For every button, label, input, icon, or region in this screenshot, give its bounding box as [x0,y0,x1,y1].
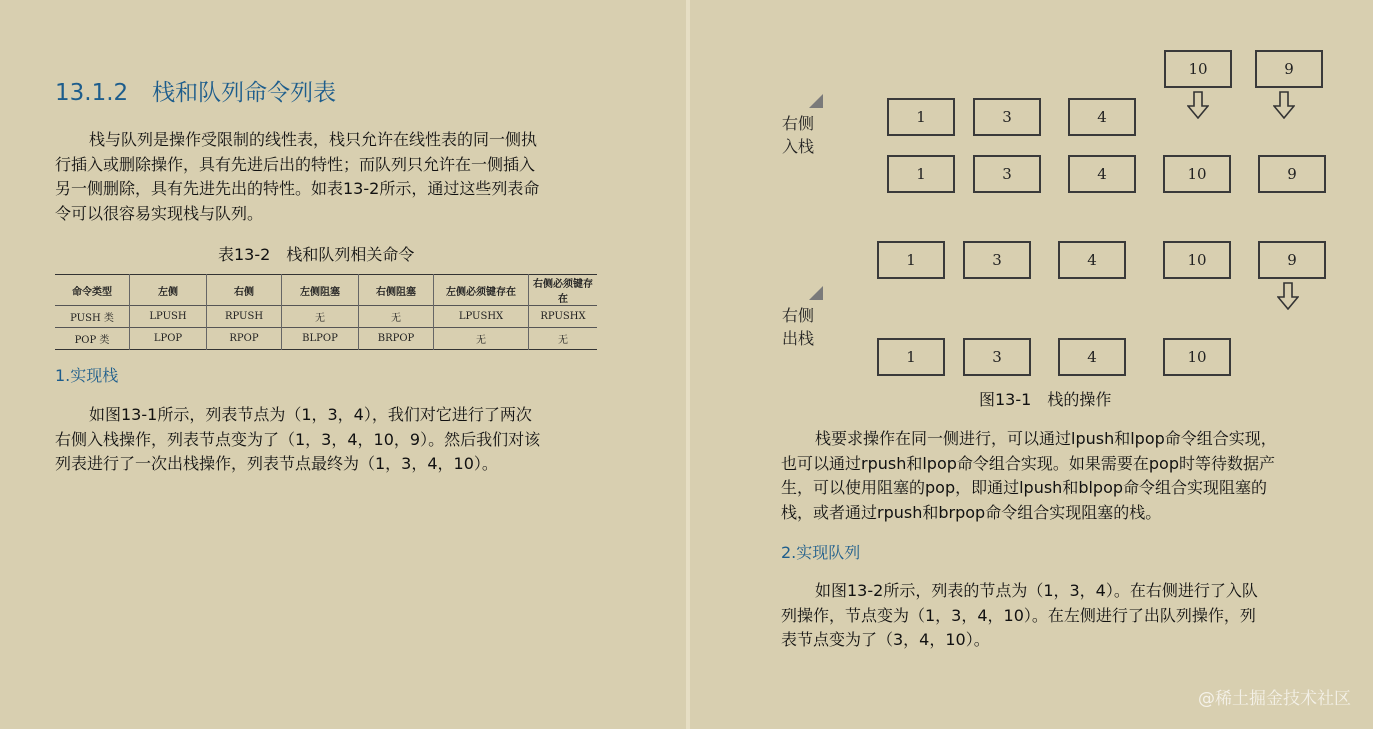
section-title: 栈和队列命令列表 [152,80,337,106]
paragraph-line: 栈，或者通过rpush和brpop命令组合实现阻塞的栈。 [781,502,1162,522]
page-corner-icon [809,94,823,108]
list-node: 4 [1058,241,1126,279]
table-cell: 无 [529,328,598,350]
left-page [0,0,686,729]
down-arrow-icon [1277,282,1299,310]
intro-paragraph [55,128,539,226]
paragraph-line: 栈要求操作在同一侧进行，可以通过lpush和lpop命令组合实现， [815,429,1277,448]
table-cell: RPUSHX [529,306,598,328]
table-header-cell: 左侧阻塞 [282,275,359,306]
list-node: 10 [1163,241,1231,279]
paragraph-line: 另一侧删除，具有先进先出的特性。如表13-2所示，通过这些列表命 [55,179,540,198]
table-cell: RPUSH [207,306,282,328]
table-cell: POP 类 [74,335,110,346]
table-cell: LPUSH [130,306,207,328]
watermark: @稀土掘金技术社区 [1198,689,1351,709]
paragraph-line: 如图13-2所示，列表的节点为（1，3，4）。在右侧进行了入队 [815,581,1258,600]
list-node: 1 [887,155,955,193]
stack-paragraph [781,427,1277,525]
table-header-cell: 左侧必须键存在 [434,275,529,306]
list-node: 1 [887,98,955,136]
paragraph-line: 表节点变为了（3，4，10）。 [781,630,990,649]
paragraph-line: 右侧入栈操作，列表节点变为了（1，3，4，10，9）。然后我们对该 [55,429,541,449]
pop-label: 右侧 出栈 [782,306,815,348]
table-caption: 表13-2 栈和队列相关命令 [218,245,415,264]
incoming-node: 10 [1164,50,1232,88]
stack-figure [690,0,1373,409]
section-heading [55,74,336,107]
table-cell: LPUSHX [434,306,529,328]
table-cell: PUSH 类 [70,313,114,324]
paragraph-line: 令可以很容易实现栈与队列。 [55,203,264,223]
table-header-row [55,275,597,306]
list-node: 9 [1258,155,1326,193]
list-node: 3 [963,338,1031,376]
page-corner-icon [809,286,823,300]
table-cell: 无 [434,328,529,350]
paragraph-line: 生，可以使用阻塞的pop，即通过lpush和blpop命令组合实现阻塞的 [781,478,1268,497]
incoming-node: 9 [1255,50,1323,88]
list-node: 1 [877,338,945,376]
list-node: 4 [1058,338,1126,376]
list-node: 3 [973,98,1041,136]
table-cell: BLPOP [282,328,359,350]
table-cell: BRPOP [359,328,434,350]
push-label: 右侧 入栈 [782,114,815,156]
section2-title: 2.实现队列 [781,543,861,562]
list-node: 10 [1163,338,1231,376]
list-node: 3 [963,241,1031,279]
table-header-cell: 右侧 [207,275,282,306]
table-row [55,328,597,350]
table-cell: RPOP [207,328,282,350]
right-page [690,0,1373,729]
table-header-cell: 右侧必须键存在 [529,275,598,306]
paragraph-line: 如图13-1所示，列表节点为（1，3，4），我们对它进行了两次 [89,405,532,424]
command-table [55,274,597,350]
paragraph-line: 行插入或删除操作，具有先进后出的特性；而队列只允许在一侧插入 [55,154,536,174]
section1-title: 1.实现栈 [55,366,119,385]
down-arrow-icon [1187,91,1209,119]
figure-caption: 图13-1 栈的操作 [979,390,1112,409]
section2-paragraph [781,579,1258,653]
list-node: 4 [1068,155,1136,193]
section-number: 13.1.2 [55,80,129,106]
section1-paragraph [55,403,540,477]
table-cell: 无 [359,306,434,328]
list-node: 3 [973,155,1041,193]
paragraph-line: 也可以通过rpush和lpop命令组合实现。如果需要在pop时等待数据产 [781,453,1276,473]
list-node: 1 [877,241,945,279]
table-header-cell: 右侧阻塞 [359,275,434,306]
paragraph-line: 列表进行了一次出栈操作，列表节点最终为（1，3，4，10）。 [55,454,498,473]
list-node: 10 [1163,155,1231,193]
table-cell: 无 [282,306,359,328]
list-node: 4 [1068,98,1136,136]
table-header-cell: 左侧 [130,275,207,306]
paragraph-line: 列操作，节点变为（1，3，4，10）。在左侧进行了出队列操作，列 [781,605,1256,625]
table-cell: LPOP [130,328,207,350]
paragraph-line: 栈与队列是操作受限制的线性表，栈只允许在线性表的同一侧执 [89,130,538,149]
down-arrow-icon [1273,91,1295,119]
list-node: 9 [1258,241,1326,279]
table-row [55,306,597,328]
table-header-cell: 命令类型 [72,286,112,298]
